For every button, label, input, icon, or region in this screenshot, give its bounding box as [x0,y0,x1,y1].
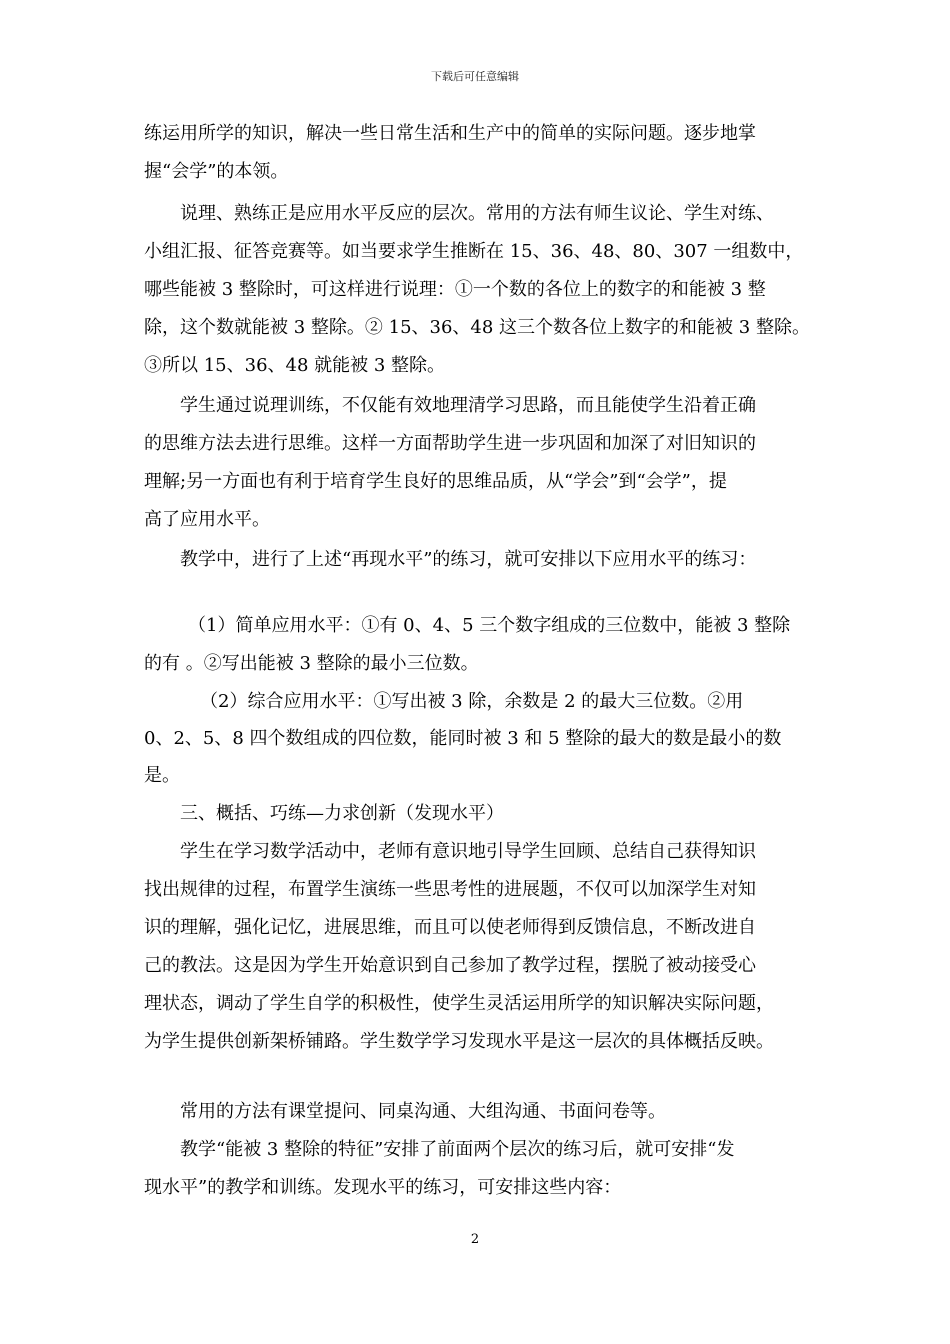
text-line: 学生通过说理训练，不仅能有效地理清学习思路，而且能使学生沿着正确 [180,395,756,416]
page-header: 下载后可任意编辑 [431,70,519,83]
text-line: 教学“能被 3 整除的特征”安排了前面两个层次的练习后，就可安排“发 [180,1139,735,1160]
text-line: 理状态，调动了学生自学的积极性，使学生灵活运用所学的知识解决实际问题， [144,993,774,1014]
text-line: 教学中，进行了上述“再现水平”的练习，就可安排以下应用水平的练习： [180,549,757,570]
text-line: （1）简单应用水平：①有 0、4、5 三个数字组成的三位数中，能被 3 整除 [188,615,791,636]
text-line: 小组汇报、征答竞赛等。如当要求学生推断在 15、36、48、80、307 一组数中， [144,241,804,262]
text-line: 的思维方法去进行思维。这样一方面帮助学生进一步巩固和加深了对旧知识的 [144,433,756,454]
text-line: 常用的方法有课堂提问、同桌沟通、大组沟通、书面问卷等。 [180,1101,666,1122]
text-line: 说理、熟练正是应用水平反应的层次。常用的方法有师生议论、学生对练、 [180,203,774,224]
text-line: 除，这个数就能被 3 整除。② 15、36、48 这三个数各位上数字的和能被 3 整除。 [144,317,810,338]
text-line: 高了应用水平。 [144,509,270,530]
text-line: 练运用所学的知识，解决一些日常生活和生产中的简单的实际问题。逐步地掌 [144,123,756,144]
text-line: 为学生提供创新架桥铺路。学生数学学习发现水平是这一层次的具体概括反映。 [144,1031,774,1052]
text-line: 的有 。②写出能被 3 整除的最小三位数。 [144,653,479,674]
text-line: 现水平”的教学和训练。发现水平的练习，可安排这些内容： [144,1177,622,1198]
text-line: 是。 [144,765,180,786]
text-line: 哪些能被 3 整除时，可这样进行说理：①一个数的各位上的数字的和能被 3 整 [144,279,766,300]
section-heading: 三、概括、巧练—力求创新（发现水平） [180,803,504,824]
text-line: （2）综合应用水平：①写出被 3 除，余数是 2 的最大三位数。②用 [200,691,744,712]
text-line: ③所以 15、36、48 就能被 3 整除。 [144,355,446,376]
text-line: 理解;另一方面也有利于培育学生良好的思维品质，从“学会”到“会学”，提 [144,471,727,492]
text-line: 识的理解，强化记忆，进展思维，而且可以使老师得到反馈信息，不断改进自 [144,917,756,938]
text-line: 握“会学”的本领。 [144,161,289,182]
text-line: 0、2、5、8 四个数组成的四位数，能同时被 3 和 5 整除的最大的数是最小的数 [144,728,782,749]
text-line: 找出规律的过程，布置学生演练一些思考性的进展题，不仅可以加深学生对知 [144,879,756,900]
page-number: 2 [470,1232,480,1247]
text-line: 学生在学习数学活动中，老师有意识地引导学生回顾、总结自己获得知识 [180,841,756,862]
text-line: 己的教法。这是因为学生开始意识到自己参加了教学过程，摆脱了被动接受心 [144,955,756,976]
